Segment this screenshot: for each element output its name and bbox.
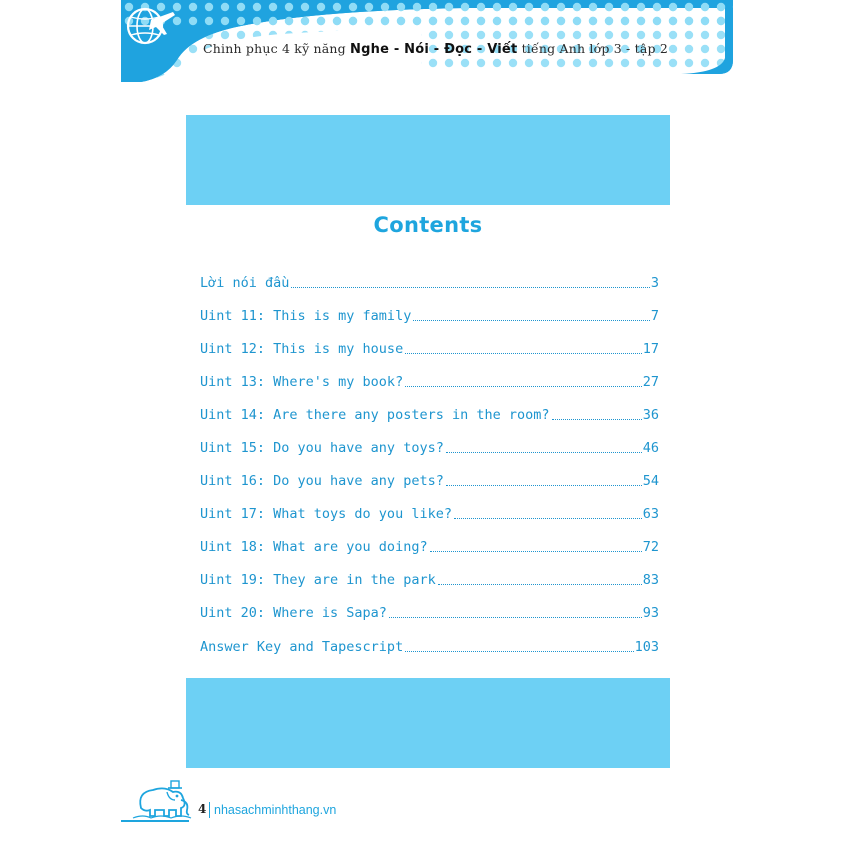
header-title [203,41,723,57]
toc-item-label: Answer Key and Tapescript [200,638,404,655]
site-url[interactable]: nhasachminhthang.vn [214,803,337,817]
toc-item-label: Uint 13: Where's my book? [200,373,404,390]
toc-item-page: 103 [634,638,659,655]
table-of-contents [200,266,659,663]
toc-item[interactable] [200,465,659,498]
toc-item[interactable] [200,398,659,431]
toc-item-label: Uint 16: Do you have any pets? [200,473,444,490]
page-footer [121,774,421,824]
bottom-color-band [186,678,670,768]
toc-item[interactable] [200,564,659,597]
header-title-pre: Chinh phục 4 kỹ năng [203,41,346,56]
toc-item[interactable] [200,498,659,531]
globe-airplane-icon [121,0,177,50]
toc-item-page: 93 [642,605,659,622]
toc-dot-leader [413,319,650,321]
toc-dot-leader [389,616,642,618]
toc-item-page: 3 [650,274,659,291]
toc-item-label: Uint 14: Are there any posters in the room? [200,406,550,423]
toc-dot-leader [430,550,642,552]
toc-dot-leader [552,418,642,420]
page-header [121,0,733,82]
toc-item[interactable] [200,299,659,332]
toc-item[interactable] [200,597,659,630]
toc-item[interactable] [200,266,659,299]
toc-dot-leader [446,484,642,486]
toc-dot-leader [405,650,633,652]
toc-dot-leader [405,385,642,387]
toc-item-page: 36 [642,406,659,423]
header-title-bold: Nghe - Nói - Đọc - Viết [350,42,518,57]
toc-dot-leader [438,583,642,585]
toc-item[interactable] [200,332,659,365]
toc-item-label: Uint 17: What toys do you like? [200,506,452,523]
toc-item[interactable] [200,365,659,398]
toc-item[interactable] [200,531,659,564]
footer-rule [121,820,189,822]
page-number: 4 [198,802,207,816]
toc-item-page: 54 [642,473,659,490]
top-color-band [186,115,670,205]
toc-item[interactable] [200,630,659,663]
toc-item-page: 72 [642,539,659,556]
toc-item-page: 83 [642,572,659,589]
toc-item-page: 27 [642,373,659,390]
toc-item-label: Uint 20: Where is Sapa? [200,605,387,622]
toc-dot-leader [291,286,649,288]
toc-dot-leader [405,352,642,354]
toc-item-page: 63 [642,506,659,523]
toc-dot-leader [446,451,642,453]
toc-item-page: 17 [642,340,659,357]
toc-item-label: Uint 18: What are you doing? [200,539,428,556]
toc-item-label: Uint 15: Do you have any toys? [200,440,444,457]
toc-item-label: Lời nói đầu [200,274,290,291]
toc-item-label: Uint 19: They are in the park [200,572,436,589]
toc-item-label: Uint 11: This is my family [200,307,412,324]
contents-title: Contents [373,213,483,237]
toc-item-page: 46 [642,440,659,457]
footer-separator [209,802,210,818]
toc-dot-leader [454,517,642,519]
elephant-icon [131,778,193,820]
toc-item-page: 7 [650,307,659,324]
toc-item-label: Uint 12: This is my house [200,340,404,357]
toc-item[interactable] [200,431,659,464]
header-title-post: tiếng Anh lớp 3 - tập 2 [521,41,669,56]
